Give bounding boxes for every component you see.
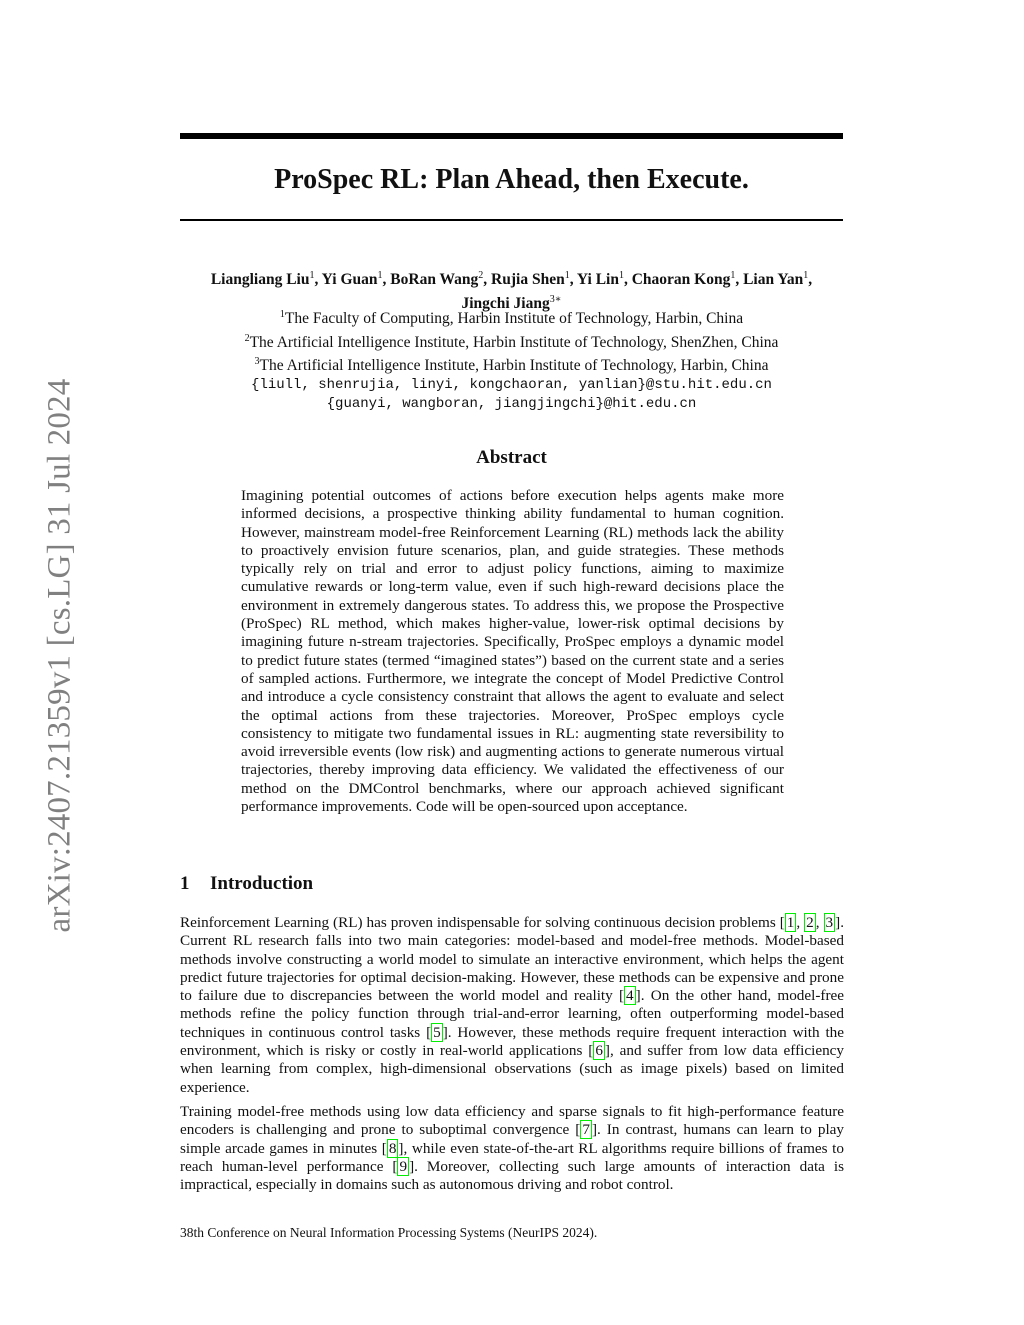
citation-link[interactable]: 6 [595,1042,603,1060]
introduction-body [180,914,844,1200]
author: Lian Yan$^1$, [743,270,813,289]
title-rule-top [180,133,843,139]
section-heading [180,873,580,895]
citation-link[interactable]: 4 [626,987,634,1005]
arxiv-stamp-text: arXiv:2407.21359v1 [cs.LG] 31 Jul 2024 [41,378,78,932]
paragraph: Training model-free methods using low data efficiency and sparse signals to fit high-performance feature encoders is challenging and prone to suboptimal convergence [ 7 ]. In contrast, humans can learn to play simple arcade games in minutes [ 8 ], while even state-of-the-art RL algorithms require billions of frames to reach human-level performance [ 9 ]. Moreover, collecting such large amounts of interaction data is impractical, especially in domains such as autonomous driving and robot control. [180,1102,844,1194]
email-line: {liull, shenrujia, linyi, kongchaoran, yanlian}@stu.hit.edu.cn [251,376,772,393]
author: Liangliang Liu$^1$, [210,270,322,289]
citation-link[interactable]: 3 [825,914,834,931]
section-title: Introduction [210,873,314,894]
citation-link[interactable]: 2 [806,914,814,931]
abstract-text: Imagining potential outcomes of actions before execution helps agents make more informed decisions, a prospective thinking ability fundamental to human cognition. However, mainstream model-free Reinforcement Learning (RL) methods lack the ability to proactively envision future scenarios, plan, and guide strategies. These methods typically rely on trial and error to adjust policy functions, aiming to maximize cumulative rewards or long-term value, even if such high-reward decisions place the environment in extremely dangerous states. To address this, we propose the Prospective (ProSpec) RL method, which makes higher-value, lower-risk optimal decisions by imagining future n-stream trajectories. Specifically, ProSpec employs a dynamic model to predict future states (termed “imagined states”) based on the current state and a series of sampled actions. Furthermore, we integrate the concept of Model Predictive Control and introduce a cycle consistency constraint that allows the agent to evaluate and select the optimal actions from these trajectories. Moreover, ProSpec employs cycle consistency to mitigate two fundamental issues in RL: augmenting state reversibility to avoid irreversible events (low risk) and augmenting actions to generate numerous virtual trajectories, thereby improving data efficiency. We validated the effectiveness of our method on the DMControl benchmarks, where our approach achieved significant performance improvements. Code will be open-sourced upon acceptance. [241,487,784,816]
paper-title: ProSpec RL: Plan Ahead, then Execute. [274,164,749,195]
author: Chaoran Kong$^1$, [631,270,744,289]
affiliation: $^1$The Faculty of Computing, Harbin Institute of Technology, Harbin, China [279,309,744,328]
conference-footer: 38th Conference on Neural Information Processing Systems (NeurIPS 2024). [180,1225,598,1240]
citation-link[interactable]: 7 [582,1121,590,1139]
section-number: 1 [180,873,190,894]
author: Yi Guan$^1$, [321,270,391,289]
author: Rujia Shen$^1$, [491,270,577,289]
citation-link[interactable]: 5 [433,1023,441,1041]
abstract-heading: Abstract [476,447,547,468]
affiliations [180,305,843,415]
citation-link[interactable]: 8 [388,1139,397,1157]
affiliation: $^2$The Artificial Intelligence Institute, Harbin Institute of Technology, ShenZhen, China [244,332,779,351]
title-rule-bottom [180,219,843,221]
author: Yi Lin$^1$, [576,270,632,289]
author: BoRan Wang$^2$, [390,270,492,289]
citation-link[interactable]: 1 [786,914,795,931]
citation-link[interactable]: 9 [399,1157,408,1175]
email-line: {guanyi, wangboran, jiangjingchi}@hit.edu.cn [326,396,697,413]
author: Jingchi Jiang$^{3∗}$ [461,294,562,313]
paragraph: Reinforcement Learning (RL) has proven indispensable for solving continuous decision problems [ 1 , 2 , 3 ]. Current RL research falls into two main categories: model-based and model-free methods. Model-based methods involve constructing a world model to simulate an interactive environment, which helps the agent predict future trajectories for optimal decision-making. However, these methods can be expensive and prone to failure due to discrepancies between the world model and reality [ 4 ]. On the other hand, model-free methods refine the policy function through trial-and-error learning, often outperforming model-based techniques in continuous control tasks [ 5 ]. However, these methods require frequent interaction with the environment, which is risky or costly in real-world applications [ 6 ], and suffer from low data efficiency when learning from complex, high-dimensional observations (such as image pixels) based on limited experience. [180,914,844,1096]
affiliation: $^3$The Artificial Intelligence Institute, Harbin Institute of Technology, Harbin, China [254,356,769,375]
arxiv-stamp [28,370,92,940]
